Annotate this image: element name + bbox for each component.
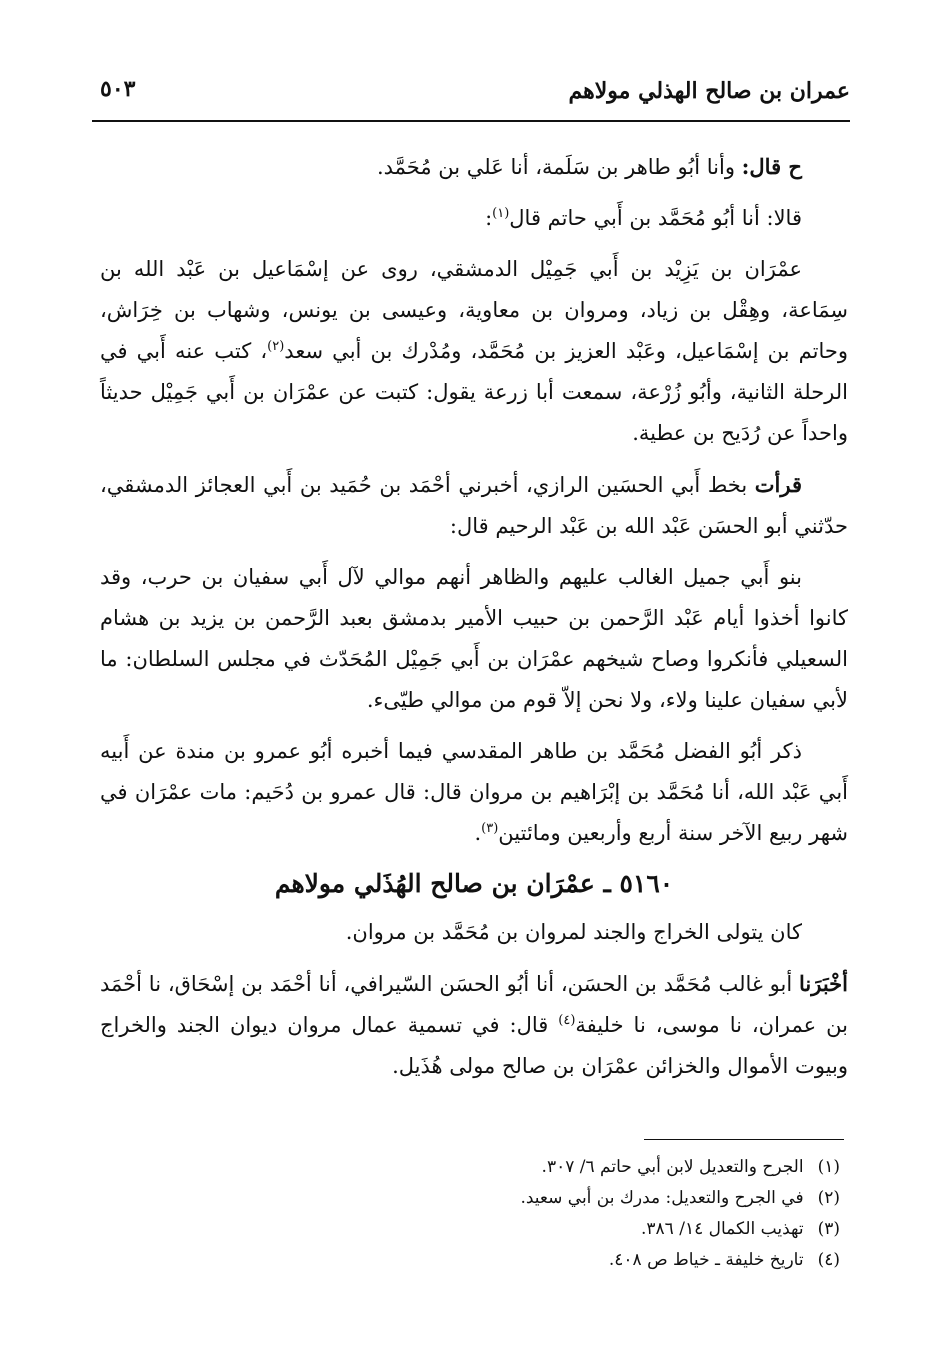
main-text bbox=[100, 146, 848, 1097]
page-number: ٥٠٣ bbox=[100, 76, 136, 102]
footnotes bbox=[140, 1152, 840, 1276]
footnote-divider bbox=[644, 1139, 844, 1140]
paragraph-6-end: . bbox=[474, 821, 482, 845]
paragraph-5 bbox=[100, 557, 848, 721]
paragraph-5-text: بنو أَبي جميل الغالب عليهم والظاهر أنهم موالي لآل أَبي سفيان بن حرب، وقد كانوا أخذوا أيام عَبْد الرَّحمن بن حبيب الأمير بدمشق بعبد الرَّحمن بن يزيد بن هشام السعيلي فأنكروا وصاح شيخهم عمْرَان بن أَبي جَمِيْل المُحَدّث في مجلس السلطان: ما لأبي سفيان علينا ولاء، ولا نحن إلاّ قوم من موالي طيّىء. bbox=[100, 565, 848, 712]
paragraph-1 bbox=[100, 146, 848, 188]
running-title: عمران بن صالح الهذلي مولاهم bbox=[568, 78, 850, 104]
footnote-number: (٣) bbox=[817, 1219, 840, 1239]
footnote-text: في الجرح والتعديل: مدرك بن أبي سعيد. bbox=[520, 1188, 804, 1208]
footnote-text: الجرح والتعديل لابن أبي حاتم ٦/ ٣٠٧. bbox=[541, 1157, 804, 1177]
paragraph-3-text-a: عمْرَان بن يَزِيْد بن أَبي جَمِيْل الدمشقي، روى عن إسْمَاعيل بن عَبْد الله بن سِمَاعة، وهِقْل بن زياد، ومروان بن معاوية، وعيسى بن يونس، وشهاب بن خِرَاش، وحاتم بن إسْمَاعيل، وعَبْد العزيز بن مُحَمَّد، ومُدْرك بن أبي سعد bbox=[100, 257, 848, 363]
footnote-number: (٢) bbox=[817, 1188, 840, 1208]
footnote-ref-4[interactable]: (٤) bbox=[558, 1013, 576, 1028]
footnote-number: (٤) bbox=[817, 1250, 840, 1270]
paragraph-6-text: ذكر أبُو الفضل مُحَمَّد بن طاهر المقدسي فيما أخبره أبُو عمرو بن مندة عن أَبيه أَبي عَبْد الله، أنا مُحَمَّد بن إبْرَاهيم بن مروان قال: قال عمرو بن دُحَيم: مات عمْرَان في شهر ربيع الآخر سنة أربع وأربعين ومائتين bbox=[100, 739, 848, 845]
entry-heading: ٥١٦٠ ـ عمْرَان بن صالح الهُذَلي مولاهم bbox=[274, 869, 674, 898]
paragraph-1-lead: ح قال: bbox=[741, 154, 802, 179]
paragraph-3 bbox=[100, 249, 848, 454]
footnote-ref-1[interactable]: (١) bbox=[492, 206, 510, 221]
paragraph-8-text-a: أبو غالب مُحَمَّد بن الحسَن، أنا أبُو الحسَن السّيرافي، أنا أحْمَد بن إسْحَاق، نا أحْمَد بن عمران، نا موسى، نا خليفة bbox=[100, 972, 848, 1037]
page-header bbox=[92, 64, 850, 122]
paragraph-8-text-b: قال: في تسمية عمال مروان ديوان الجند والخراج وبيوت الأموال والخزائن عمْرَان بن صالح مولى هُذَيل. bbox=[100, 1013, 848, 1078]
paragraph-1-text: وأنا أبُو طاهر بن سَلَمة، أنا عَلي بن مُحَمَّد. bbox=[376, 155, 742, 179]
paragraph-2-end: : bbox=[485, 206, 493, 230]
paragraph-2-text: قالا: أنا أبُو مُحَمَّد بن أَبي حاتم قال bbox=[509, 206, 802, 230]
paragraph-2 bbox=[100, 198, 848, 239]
paragraph-4 bbox=[100, 464, 848, 547]
footnote-item bbox=[140, 1245, 840, 1276]
footnote-item bbox=[140, 1183, 840, 1214]
paragraph-3-text-b: ، كتب عنه أَبي في الرحلة الثانية، وأبُو زُرْعة، سمعت أبا زرعة يقول: كتبت عن عمْرَان بن أَبي جَمِيْل حديثاً واحداً عن رُدَيح بن عطية. bbox=[100, 339, 848, 445]
footnote-text: تاريخ خليفة ـ خياط ص ٤٠٨. bbox=[608, 1250, 804, 1270]
paragraph-7 bbox=[100, 912, 848, 953]
paragraph-4-text: بخط أَبي الحسَين الرازي، أخبرني أحْمَد بن حُمَيد بن أَبي العجائز الدمشقي، حدّثني أبو الحسَن عَبْد الله بن عَبْد الرحيم قال: bbox=[100, 473, 848, 538]
footnote-text: تهذيب الكمال ١٤/ ٣٨٦. bbox=[640, 1219, 804, 1239]
paragraph-7-text: كان يتولى الخراج والجند لمروان بن مُحَمَّد بن مروان. bbox=[345, 920, 802, 944]
paragraph-4-lead: قرأت bbox=[754, 472, 802, 497]
paragraph-8-lead: أخْبَرَنا bbox=[799, 971, 848, 996]
footnote-number: (١) bbox=[817, 1157, 840, 1177]
paragraph-8 bbox=[100, 963, 848, 1087]
paragraph-6 bbox=[100, 731, 848, 854]
footnote-ref-3[interactable]: (٣) bbox=[481, 821, 499, 836]
footnote-ref-2[interactable]: (٢) bbox=[267, 339, 285, 354]
footnote-item bbox=[140, 1214, 840, 1245]
footnote-item bbox=[140, 1152, 840, 1183]
